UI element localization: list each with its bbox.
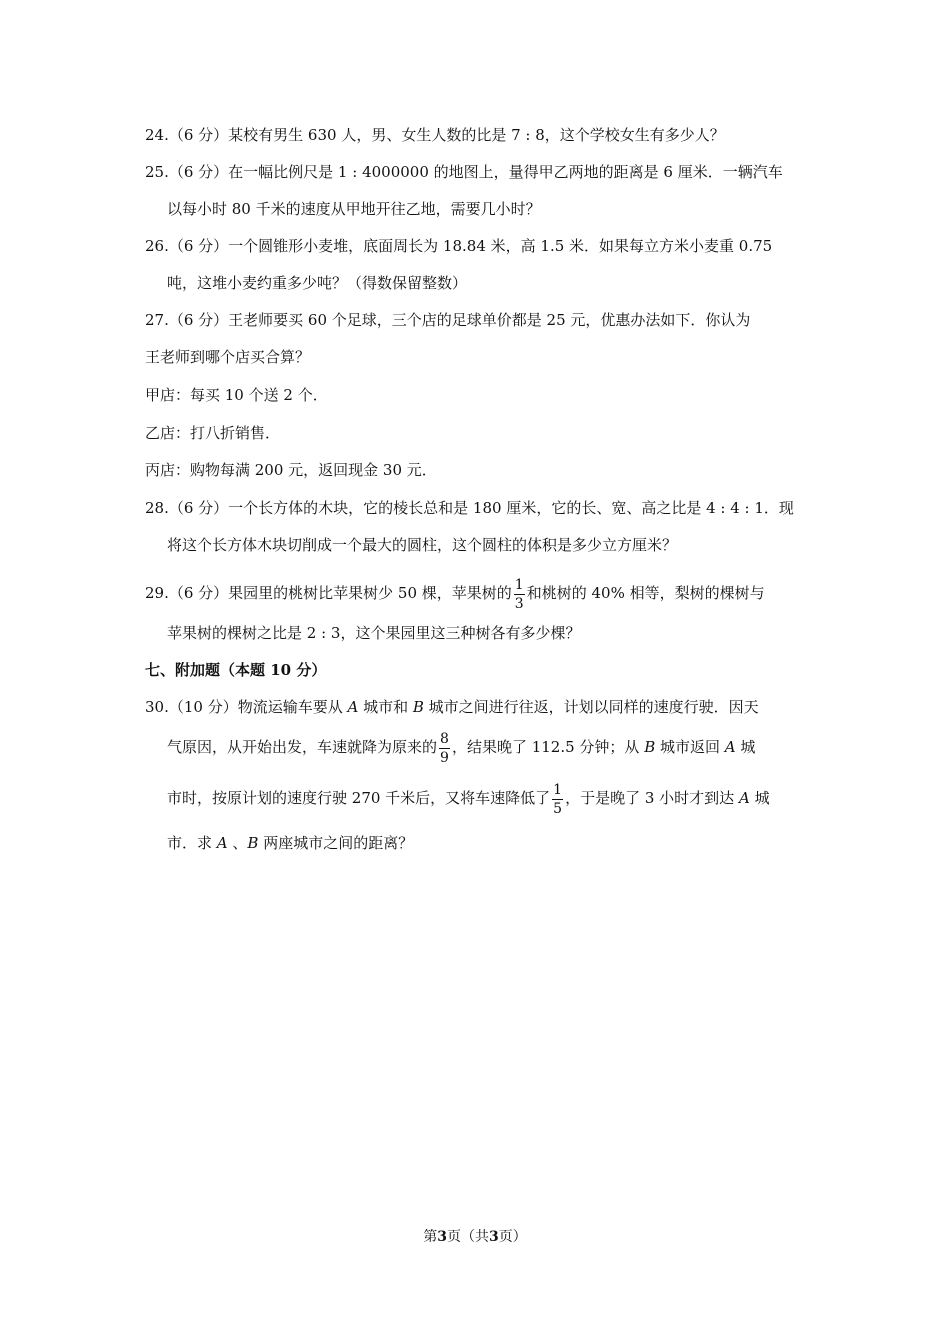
fraction-denominator: 3 (514, 595, 524, 612)
q30-text: 城市之间进行往返，计划以同样的速度行驶．因天 (423, 698, 759, 716)
fraction-numerator: 1 (514, 576, 524, 593)
section-7-title: 七、附加题（本题 10 分） (145, 661, 327, 679)
shop-a-offer: 甲店：每买 10 个送 2 个． (145, 386, 328, 404)
question-26-line-1: 26.（6 分）一个圆锥形小麦堆，底面周长为 18.84 米，高 1.5 米．如果每立方米小麦重 0.75 (145, 237, 773, 255)
question-27-line-2: 王老师到哪个店买合算？ (145, 348, 311, 366)
question-30-line-2 (167, 727, 755, 767)
q30-text: 城 (735, 738, 756, 756)
footer-text: 第 (423, 1229, 438, 1245)
footer-text: 页（共 (447, 1229, 489, 1245)
question-29-text-b: 和桃树的 40% 相等，梨树的棵树与 (526, 584, 765, 602)
q30-text: 市．求 (167, 834, 217, 852)
city-a: A (347, 698, 359, 716)
question-26-line-2: 吨，这堆小麦约重多少吨？（得数保留整数） (167, 274, 468, 292)
city-a: A (738, 789, 750, 807)
fraction-eight-ninths (439, 730, 450, 767)
q30-text: 、 (227, 834, 248, 852)
q30-text: 气原因，从开始出发，车速就降为原来的 (167, 738, 438, 756)
fraction-one-third (514, 576, 525, 613)
q30-text: 城市和 (358, 698, 413, 716)
city-b: B (644, 738, 656, 756)
fraction-denominator: 5 (553, 800, 563, 817)
question-25-line-2: 以每小时 80 千米的速度从甲地开往乙地，需要几小时？ (167, 200, 541, 218)
question-30-line-4 (167, 833, 413, 853)
question-28-line-2: 将这个长方体木块切削成一个最大的圆柱，这个圆柱的体积是多少立方厘米？ (167, 536, 678, 554)
shop-b-offer: 乙店：打八折销售． (145, 424, 281, 442)
current-page-number: 3 (437, 1229, 447, 1245)
fraction-numerator: 1 (553, 781, 563, 798)
fraction-numerator: 8 (440, 730, 449, 747)
shop-c-offer: 丙店：购物每满 200 元，返回现金 30 元． (145, 461, 437, 479)
question-29-line-1 (145, 573, 765, 613)
city-a: A (724, 738, 736, 756)
total-page-count: 3 (489, 1229, 499, 1245)
question-29-line-2: 苹果树的棵树之比是 2 : 3，这个果园里这三种树各有多少棵？ (167, 624, 581, 642)
question-28-line-1: 28.（6 分）一个长方体的木块，它的棱长总和是 180 厘米，它的长、宽、高之比是 4 : 4 : 1．现 (145, 499, 794, 517)
question-24: 24.（6 分）某校有男生 630 人，男、女生人数的比是 7 : 8，这个学校女生有多少人？ (145, 126, 725, 144)
question-29-text-a: 29.（6 分）果园里的桃树比苹果树少 50 棵，苹果树的 (145, 584, 512, 602)
q30-text: ，结果晚了 112.5 分钟；从 (451, 738, 645, 756)
city-b: B (247, 834, 259, 852)
fraction-denominator: 9 (440, 749, 449, 766)
page-footer (0, 1226, 950, 1246)
q30-text: 市时，按原计划的速度行驶 270 千米后，又将车速降低了 (167, 789, 551, 807)
question-30-line-1 (145, 697, 759, 717)
fraction-one-fifth (552, 781, 563, 818)
footer-text: 页） (498, 1229, 527, 1245)
city-b: B (412, 698, 424, 716)
q30-text: ，于是晚了 3 小时才到达 (565, 789, 739, 807)
q30-text: 两座城市之间的距离？ (258, 834, 414, 852)
question-25-line-1: 25.（6 分）在一幅比例尺是 1 : 4000000 的地图上，量得甲乙两地的距离是 6 厘米．一辆汽车 (145, 163, 783, 181)
question-30-line-3 (167, 778, 770, 818)
city-a: A (216, 834, 228, 852)
q30-text: 城 (749, 789, 770, 807)
q30-text: 30.（10 分）物流运输车要从 (145, 698, 348, 716)
q30-text: 城市返回 (655, 738, 725, 756)
question-27-line-1: 27.（6 分）王老师要买 60 个足球，三个店的足球单价都是 25 元，优惠办法如下．你认为 (145, 311, 751, 329)
